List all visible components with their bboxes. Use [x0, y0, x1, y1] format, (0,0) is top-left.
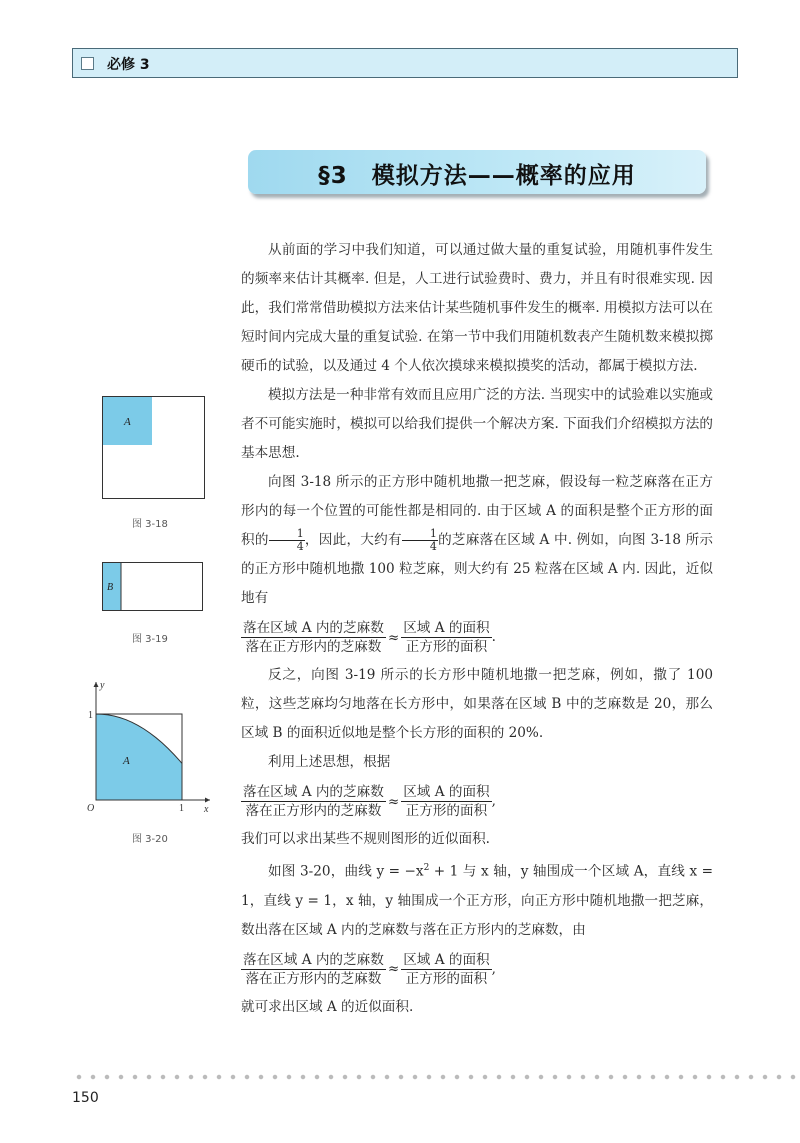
figure-3-18 — [102, 396, 206, 500]
fraction-quarter: $\frac{1}{4}$ — [269, 528, 305, 553]
region-a-label: A — [124, 416, 131, 428]
paragraph-curve-example: 如图 3-20，曲线 $y = -x^2 + 1$ 与 x 轴，y 轴围成一个区域 A，直线 x = 1，直线 y = 1，x 轴，y 轴围成一个正方形，向正方形中随机地撒一把芝麻，数出落在区域 A 内的芝麻数与落在正方形内的芝麻数，由 — [241, 863, 713, 938]
approx-sign: ≈ — [387, 961, 400, 978]
formula-1: $\frac{\text{落在区域 A 内的芝麻数}}{\text{落在正方形内的芝麻数}}$ ≈ $\frac{\text{区域 A 的面积}}{\text{正方形的面积}}$ . — [243, 620, 496, 655]
formula-left-fraction: $\frac{\text{落在区域 A 内的芝麻数}}{\text{落在正方形内的芝麻数}}$ — [243, 784, 384, 819]
figure-3-19 — [102, 562, 204, 612]
section-title: §3 模拟方法——概率的应用 — [318, 163, 636, 189]
paragraph-text: 的芝麻落在区域 A 中. 例如，向图 3-18 所示的正方形中随机地撒 100 粒芝麻，则大约有 25 粒落在区域 A 内. 因此，近似地有 — [241, 532, 714, 606]
paragraph-text: 向图 3-18 所示的正方形中随机地撒一把芝麻，假设每一粒芝麻落在正方形内的每一个位置的可能性都是相同的. 由于区域 A 的面积是整个正方形的面积的 — [241, 474, 713, 548]
y-tick-one: 1 — [88, 710, 93, 721]
x-axis-label: x — [204, 804, 209, 815]
approx-sign: ≈ — [387, 629, 400, 646]
figure-3-18-caption: 图 3-18 — [132, 519, 168, 530]
header-square-icon — [81, 57, 94, 70]
origin-label: O — [87, 803, 95, 814]
figure-3-19-caption: 图 3-19 — [132, 634, 168, 645]
paragraph-intro: 从前面的学习中我们知道，可以通过做大量的重复试验，用随机事件发生的频率来估计其概率. 但是，人工进行试验费时、费力，并且有时很难实现. 因此，我们常常借助模拟方法来估计某些随机事件发生的概率. 用模拟方法可以在短时间内完成大量的重复试验. 在第一节中我们用随机数表产生随机数来模拟掷硬币的试验，以及通过 4 个人依次摸球来模拟摸奖的活动，都属于模拟方法. — [241, 242, 713, 374]
body-text — [241, 236, 713, 1022]
formula-right-fraction: $\frac{\text{区域 A 的面积}}{\text{正方形的面积}}$ — [403, 784, 490, 819]
formula-2: $\frac{\text{落在区域 A 内的芝麻数}}{\text{落在正方形内的芝麻数}}$ ≈ $\frac{\text{区域 A 的面积}}{\text{正方形的面积}}$ , — [243, 784, 496, 819]
footer-dotted-rule — [72, 1074, 800, 1080]
region-a-label-curve: A — [123, 755, 130, 767]
formula-right-fraction: $\frac{\text{区域 A 的面积}}{\text{正方形的面积}}$ — [403, 951, 490, 987]
section-title-banner — [248, 150, 706, 194]
paragraph-sesame-square — [241, 468, 713, 613]
paragraph-irregular-area: 我们可以求出某些不规则图形的近似面积. — [241, 831, 491, 847]
formula-3: $\frac{\text{落在区域 A 内的芝麻数}}{\text{落在正方形内的芝麻数}}$ ≈ $\frac{\text{区域 A 的面积}}{\text{正方形的面积}}$ , — [243, 951, 496, 987]
chapter-header-bar — [72, 48, 738, 78]
paragraph-text: ，因此，大约有 — [304, 532, 402, 548]
formula-right-fraction: $\frac{\text{区域 A 的面积}}{\text{正方形的面积}}$ — [403, 620, 490, 655]
y-axis-label: y — [100, 680, 105, 691]
region-b-label: B — [107, 582, 114, 593]
paragraph-simulation-method: 模拟方法是一种非常有效而且应用广泛的方法. 当现实中的试验难以实施或者不可能实施时，模拟可以给我们提供一个解决方案. 下面我们介绍模拟方法的基本思想. — [241, 387, 713, 461]
formula-left-fraction: $\frac{\text{落在区域 A 内的芝麻数}}{\text{落在正方形内的芝麻数}}$ — [243, 951, 384, 987]
fraction-quarter: $\frac{1}{4}$ — [402, 528, 438, 553]
figure-3-20-caption: 图 3-20 — [132, 834, 168, 845]
approx-sign: ≈ — [387, 793, 400, 810]
paragraph-rectangle: 反之，向图 3-19 所示的长方形中随机地撒一把芝麻，例如，撒了 100 粒，这些芝麻均匀地落在长方形中，如果落在区域 B 中的芝麻数是 20，那么区域 B 的面积近似地是整个长方形的面积的 20%. — [241, 667, 713, 741]
curve-region-a — [96, 714, 182, 800]
figure-3-20 — [86, 676, 216, 816]
paragraph-conclusion: 就可求出区域 A 的近似面积. — [241, 998, 414, 1015]
formula-left-fraction: $\frac{\text{落在区域 A 内的芝麻数}}{\text{落在正方形内的芝麻数}}$ — [243, 620, 384, 655]
page-number: 150 — [72, 1090, 99, 1106]
paragraph-based-on: 利用上述思想，根据 — [268, 754, 391, 770]
chapter-label: 必修 3 — [107, 57, 150, 73]
x-tick-one: 1 — [179, 803, 184, 814]
